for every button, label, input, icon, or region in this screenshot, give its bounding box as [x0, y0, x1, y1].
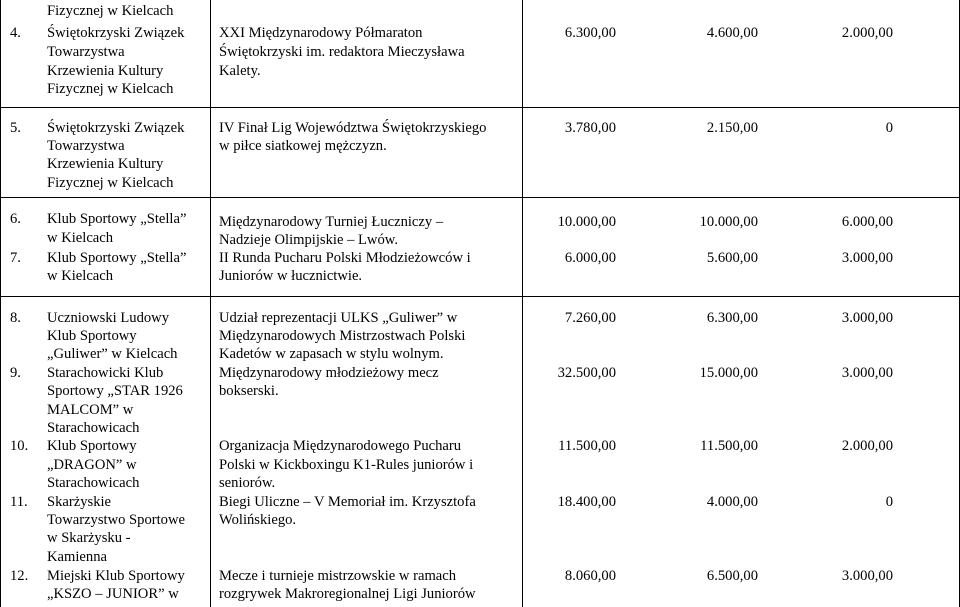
org-name-line: Miejski Klub Sportowy — [47, 568, 185, 584]
org-name-line: MALCOM” w — [47, 402, 134, 418]
event-line: Mecze i turnieje mistrzowskie w ramach — [219, 568, 457, 584]
event-line: IV Finał Lig Województwa Świętokrzyskiego — [219, 120, 487, 136]
event-line: Udział reprezentacji ULKS „Guliwer” w — [219, 310, 458, 326]
org-name-line: Fizycznej w Kielcach — [47, 81, 174, 97]
org-name-line: Towarzystwa — [47, 44, 125, 60]
org-name-line: Klub Sportowy „Stella” — [47, 250, 187, 266]
event-line: w piłce siatkowej mężczyzn. — [219, 138, 387, 154]
org-no: 8. — [10, 310, 21, 326]
amount-requested: 3.780,00 — [564, 120, 616, 136]
org-name-line: Świętokrzyski Związek — [47, 120, 185, 136]
event-line: Nadzieje Olimpijskie – Lwów. — [219, 232, 399, 248]
org-name-line: Skarżyskie — [47, 494, 112, 510]
org-name-line: Towarzystwa — [47, 138, 125, 154]
event-line: Polski w Kickboxingu K1-Rules juniorów i — [219, 457, 474, 473]
amount-proposed: 4.000,00 — [706, 494, 758, 510]
org-name-line: Świętokrzyski Związek — [47, 25, 185, 41]
org-name-line: w Kielcach — [47, 268, 114, 284]
org-no: 4. — [10, 25, 21, 41]
table-column-divider — [210, 0, 211, 607]
org-name-line: Sportowy „STAR 1926 — [47, 383, 183, 399]
org-name-line: Fizycznej w Kielcach — [47, 3, 174, 19]
org-name-line: Krzewienia Kultury — [47, 63, 164, 79]
table-border-left — [0, 0, 1, 607]
amount-requested: 10.000,00 — [557, 214, 616, 230]
event-line: Międzynarodowy młodzieżowy mecz — [219, 365, 439, 381]
org-name-line: Krzewienia Kultury — [47, 156, 164, 172]
event-line: Międzynarodowy Turniej Łuczniczy – — [219, 214, 444, 230]
event-line: rozgrywek Makroregionalnej Ligi Juniorów — [219, 586, 476, 602]
amount-requested: 6.000,00 — [564, 250, 616, 266]
table-column-divider — [522, 0, 523, 607]
amount-proposed: 11.500,00 — [700, 438, 758, 454]
org-name-line: Towarzystwo Sportowe — [47, 512, 185, 528]
org-name-line: Starachowicach — [47, 475, 140, 491]
event-line: seniorów. — [219, 475, 276, 491]
event-line: Kalety. — [219, 63, 261, 79]
org-name-line: „KSZO – JUNIOR” w — [47, 586, 179, 602]
org-name-line: „DRAGON” w — [47, 457, 137, 473]
amount-requested: 8.060,00 — [564, 568, 616, 584]
event-line: Kadetów w zapasach w stylu wolnym. — [219, 346, 444, 362]
event-line: bokserski. — [219, 383, 279, 399]
amount-granted: 2.000,00 — [841, 25, 893, 41]
table-row-divider — [0, 197, 960, 198]
amount-proposed: 2.150,00 — [706, 120, 758, 136]
amount-requested: 7.260,00 — [564, 310, 616, 326]
org-no: 11. — [10, 494, 28, 510]
org-no: 6. — [10, 211, 21, 227]
amount-granted: 3.000,00 — [841, 310, 893, 326]
org-name-line: Fizycznej w Kielcach — [47, 175, 174, 191]
event-line: Międzynarodowych Mistrzostwach Polski — [219, 328, 466, 344]
org-name-line: w Kielcach — [47, 230, 114, 246]
amount-proposed: 10.000,00 — [699, 214, 758, 230]
amount-requested: 18.400,00 — [557, 494, 616, 510]
amount-proposed: 6.300,00 — [706, 310, 758, 326]
org-name-line: Starachowicach — [47, 420, 140, 436]
org-name-line: „Guliwer” w Kielcach — [47, 346, 178, 362]
amount-granted: 3.000,00 — [841, 568, 893, 584]
org-name-line: Klub Sportowy — [47, 438, 137, 454]
amount-granted: 0 — [885, 120, 893, 136]
amount-requested: 32.500,00 — [557, 365, 616, 381]
org-name-line: Klub Sportowy — [47, 328, 137, 344]
event-line: Organizacja Międzynarodowego Pucharu — [219, 438, 462, 454]
amount-proposed: 6.500,00 — [706, 568, 758, 584]
amount-proposed: 4.600,00 — [706, 25, 758, 41]
org-name-line: Starachowicki Klub — [47, 365, 164, 381]
amount-requested: 6.300,00 — [564, 25, 616, 41]
amount-proposed: 15.000,00 — [699, 365, 758, 381]
amount-proposed: 5.600,00 — [706, 250, 758, 266]
event-line: Biegi Uliczne – V Memoriał im. Krzysztofa — [219, 494, 476, 510]
org-no: 10. — [10, 438, 29, 454]
event-line: Wolińskiego. — [219, 512, 297, 528]
event-line: Świętokrzyski im. redaktora Mieczysława — [219, 44, 465, 60]
amount-granted: 3.000,00 — [841, 250, 893, 266]
org-no: 12. — [10, 568, 29, 584]
event-line: II Runda Pucharu Polski Młodzieżowców i — [219, 250, 471, 266]
org-no: 9. — [10, 365, 21, 381]
amount-requested: 11.500,00 — [558, 438, 616, 454]
amount-granted: 3.000,00 — [841, 365, 893, 381]
org-no: 5. — [10, 120, 21, 136]
amount-granted: 6.000,00 — [841, 214, 893, 230]
event-line: XXI Międzynarodowy Półmaraton — [219, 25, 423, 41]
org-no: 7. — [10, 250, 21, 266]
org-name-line: Kamienna — [47, 549, 107, 565]
org-name-line: Uczniowski Ludowy — [47, 310, 170, 326]
org-name-line: w Skarżysku - — [47, 530, 131, 546]
amount-granted: 2.000,00 — [841, 438, 893, 454]
event-line: Juniorów w łucznictwie. — [219, 268, 363, 284]
org-name-line: Klub Sportowy „Stella” — [47, 211, 187, 227]
amount-granted: 0 — [885, 494, 893, 510]
table-row-divider — [0, 296, 960, 297]
table-row-divider — [0, 107, 960, 108]
